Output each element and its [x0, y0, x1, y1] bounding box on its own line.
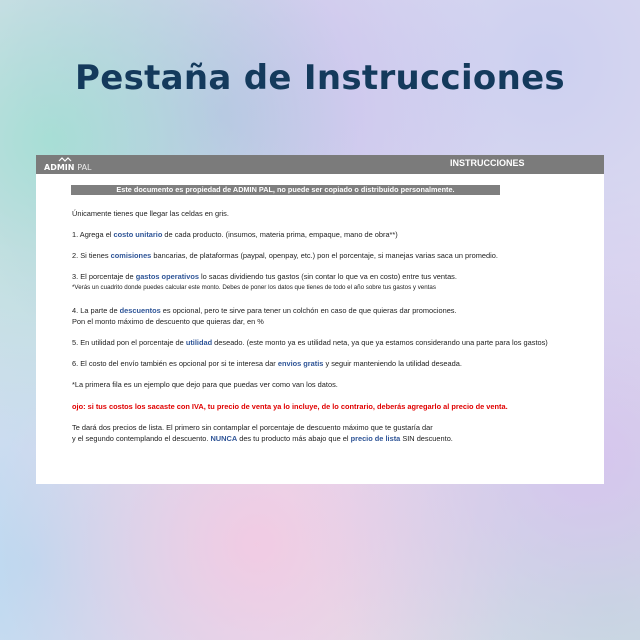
step-4-line-2: Pon el monto máximo de descuento que quieras dar, en % — [72, 317, 264, 326]
ownership-banner: Este documento es propiedad de ADMIN PAL, no puede ser copiado o distribuido personalmente. — [71, 185, 500, 195]
precio-lista-highlight: precio de lista — [350, 434, 401, 443]
nunca-highlight: NUNCA — [210, 434, 238, 443]
step-5 — [72, 338, 548, 347]
step-2-text-end: bancarias, de plataformas (paypal, openpay, etc.) pon el porcentaje, si manejas varias saca un promedio. — [151, 251, 498, 260]
step-3 — [72, 272, 457, 281]
step-2-text: 2. Si tienes — [72, 251, 111, 260]
step-6-text: 6. El costo del envío también es opcional por si te interesa dar — [72, 359, 278, 368]
step-3-highlight: gastos operativos — [135, 272, 199, 281]
step-5-text-end: deseado. (este monto ya es utilidad neta, ya que ya estamos considerando una parte para los gastos) — [212, 338, 548, 347]
step-6-highlight: envios gratis — [277, 359, 324, 368]
example-note: *La primera fila es un ejemplo que dejo para que puedas ver como van los datos. — [72, 380, 338, 389]
logo-text — [44, 163, 92, 173]
step-6 — [72, 359, 462, 368]
step-4-text-end: es opcional, pero te sirve para tener un colchón en caso de que quieras dar promociones. — [160, 306, 457, 315]
sheet-header-bar — [36, 155, 604, 174]
step-4 — [72, 306, 457, 315]
step-1-highlight: costo unitario — [113, 230, 163, 239]
step-1 — [72, 230, 398, 239]
logo-name: ADMIN — [44, 163, 75, 172]
step-3-note: *Verás un cuadrito donde puedes calcular este monto. Debes de poner los datos que tienes de todo el año sobre tus gastos y ventas — [72, 284, 436, 291]
step-1-text: 1. Agrega el — [72, 230, 114, 239]
iva-warning: ojo: si tus costos los sacaste con IVA, tu precio de venta ya lo incluye, de lo contrario, deberás agregarlo al precio de venta. — [72, 402, 508, 411]
closing-line-1: Te dará dos precios de lista. El primero sin contamplar el porcentaje de descuento máximo que te gustaría dar — [72, 423, 433, 432]
sheet-header-label: INSTRUCCIONES — [450, 158, 525, 168]
closing-line-2 — [72, 434, 453, 443]
instructions-sheet — [36, 155, 604, 484]
admin-pal-logo — [44, 156, 104, 174]
step-3-text-end: lo sacas dividiendo tus gastos (sin contar lo que va en costo) entre tus ventas. — [198, 272, 457, 281]
logo-suffix: PAL — [77, 163, 92, 172]
step-2-highlight: comisiones — [110, 251, 152, 260]
closing-text: y el segundo contemplando el descuento. — [72, 434, 211, 443]
step-1-text-end: de cada producto. (insumos, materia prima, empaque, mano de obra**) — [162, 230, 398, 239]
step-5-text: 5. En utilidad pon el porcentaje de — [72, 338, 186, 347]
step-2 — [72, 251, 498, 260]
closing-text-mid: des tu producto más abajo que el — [237, 434, 351, 443]
page-title: Pestaña de Instrucciones — [75, 58, 565, 98]
step-4-text: 4. La parte de — [72, 306, 120, 315]
step-3-text: 3. El porcentaje de — [72, 272, 136, 281]
closing-text-end: SIN descuento. — [400, 434, 453, 443]
step-4-highlight: descuentos — [119, 306, 161, 315]
logo-wave-icon — [58, 156, 74, 163]
intro-line: Únicamente tienes que llegar las celdas en gris. — [72, 209, 229, 218]
step-6-text-end: y seguir manteniendo la utilidad deseada. — [323, 359, 462, 368]
step-5-highlight: utilidad — [185, 338, 213, 347]
